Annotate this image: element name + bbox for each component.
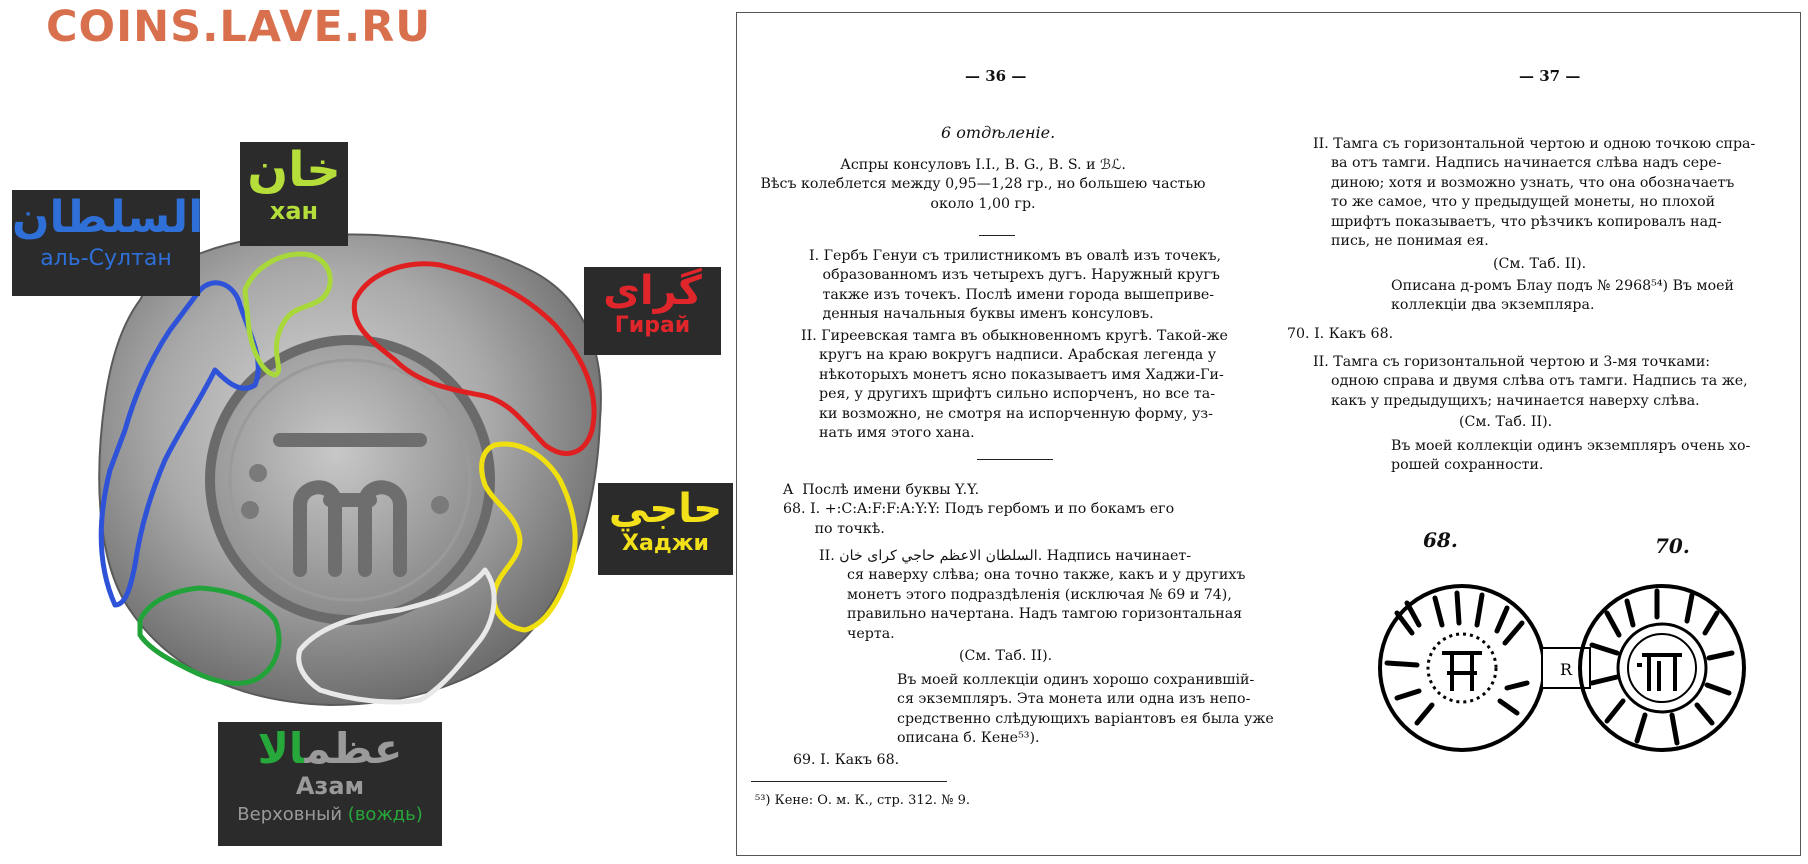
divider-short [979, 235, 1015, 236]
see-table-right-1: (См. Таб. II). [1493, 256, 1587, 272]
label-hadji-arabic: حاجي [608, 486, 723, 532]
left-para-4 [819, 547, 1246, 644]
label-azam-arabic-part2: عظم [304, 724, 403, 773]
book-page-scan [736, 12, 1801, 856]
left-para-5 [897, 671, 1274, 749]
label-girai [584, 267, 721, 355]
text-line: Въ моей коллекціи одинъ экземпляръ очень хо- [1391, 438, 1751, 454]
text-line: рошей сохранности. [1391, 457, 1544, 474]
intro-line-3: около 1,00 гр. [930, 195, 1036, 212]
text-line: то же самое, что у предыдущей монеты, но плохой [1313, 194, 1716, 211]
label-sultan-russian: аль-Султан [40, 246, 172, 272]
label-khan [240, 142, 348, 246]
text-line: II. Тамга съ горизонтальной чертою и 3-мя точками: [1313, 354, 1711, 370]
section-heading: 6 отдѣленіе. [941, 123, 1056, 142]
text-line: ва отъ тамги. Надпись начинается слѣва надъ сере- [1313, 155, 1722, 172]
right-page-number: — 37 — [1519, 67, 1581, 85]
text-line: ки возможно, не смотря на испорченную форму, уз- [801, 405, 1213, 422]
coin-inner-ring [210, 340, 490, 620]
left-page-number: — 36 — [965, 67, 1027, 85]
site-title: COINS.LAVE.RU [46, 2, 432, 52]
label-azam-russian: Азам [295, 772, 365, 801]
label-khan-arabic: خان [247, 142, 341, 198]
text-line: денныя начальныя буквы именъ консуловъ. [809, 306, 1154, 323]
text-line: 68. I. +:C:A:F:F:A:Y:Y: Подъ гербомъ и по бокамъ его [783, 501, 1175, 518]
text-line: I. Гербъ Генуи съ трилистникомъ въ овалѣ изъ точекъ, [809, 248, 1222, 264]
label-girai-russian: Гирай [614, 313, 691, 338]
text-line: также изъ точекъ. Послѣ имени города вышеприве- [809, 286, 1215, 303]
text-line: коллекціи два экземпляра. [1391, 297, 1595, 314]
coin-drawings [1357, 573, 1757, 763]
label-khan-russian: хан [269, 196, 319, 225]
connector-mark: R [1560, 660, 1573, 679]
text-line: A Послѣ имени буквы Y.Y. [783, 482, 980, 498]
label-sultan-arabic: السلطان [12, 192, 204, 243]
text-line: средственно слѣдующихъ варіантовъ ея была уже [897, 710, 1274, 727]
intro-line-1: Аспры консуловъ I.I., B. G., B. S. и ℬℒ. [840, 157, 1126, 173]
text-line: кругъ на краю вокругъ надписи. Арабская легенда у [801, 347, 1217, 364]
coin-70-drawing [1580, 586, 1744, 750]
label-azam-arabic-part1: الا [257, 724, 305, 773]
text-line: Въ моей коллекціи одинъ хорошо сохранившій- [897, 672, 1255, 688]
text-line: ся экземпляръ. Эта монета или одна изъ непо- [897, 691, 1251, 708]
text-line: рея, у другихъ шрифтъ сильно испорченъ, но все та- [801, 386, 1216, 403]
left-para-3 [783, 481, 1174, 539]
text-line: какъ у предыдущихъ; начинается наверху слѣва. [1313, 392, 1700, 409]
label-azam [218, 722, 442, 846]
footnote: ⁵³) Кене: О. м. К., стр. 312. № 9. [755, 793, 970, 808]
text-line: нѣкоторыхъ монетъ ясно показываетъ имя Хаджи-Ги- [801, 366, 1224, 383]
text-line: черта. [847, 625, 895, 642]
see-table-left: (См. Таб. II). [959, 648, 1053, 664]
text-line: пись, не понимая ея. [1313, 233, 1489, 250]
right-para-3 [1313, 353, 1748, 411]
text-line: монетъ этого подраздѣленія (исключая № 69 и 74), [847, 586, 1232, 603]
label-girai-arabic: گرای [603, 268, 702, 314]
intro-line-2: Вѣсъ колеблется между 0,95—1,28 гр., но большею частью [760, 176, 1206, 193]
label-hadji [598, 483, 733, 575]
left-para-2 [801, 327, 1228, 443]
label-azam-subtitle [218, 804, 442, 825]
text-line: ся наверху слѣва; она точно также, какъ и у другихъ [847, 567, 1246, 584]
text-line: описана б. Кене⁵³). [897, 730, 1040, 747]
label-azam-subtitle-accent: (вождь) [347, 804, 423, 826]
left-para-1 [809, 247, 1221, 325]
label-sultan [12, 190, 204, 296]
figure-68-label: 68. [1423, 528, 1458, 552]
right-para-2 [1391, 277, 1734, 316]
text-line: по точкѣ. [783, 520, 885, 537]
text-line: Описана д-ромъ Блау подъ № 2968⁵⁴) Въ моей [1391, 278, 1734, 294]
text-line: одною справа и двумя слѣва отъ тамги. Надпись та же, [1313, 373, 1748, 390]
item-70: 70. I. Какъ 68. [1287, 326, 1394, 342]
text-line: нать имя этого хана. [801, 425, 975, 442]
text-line: II. Гиреевская тамга въ обыкновенномъ кругѣ. Такой-же [801, 328, 1228, 344]
text-line: шрифтъ показываетъ, что рѣзчикъ копировалъ над- [1313, 213, 1722, 230]
see-table-right-2: (См. Таб. II). [1459, 414, 1553, 430]
text-line: II. Тамга съ горизонтальной чертою и одною точкою спра- [1313, 136, 1756, 152]
label-azam-subtitle-main: Верховный [237, 804, 348, 826]
text-line: правильно начертана. Надъ тамгою горизонтальная [847, 606, 1243, 623]
divider-mid [977, 459, 1053, 460]
right-para-4 [1391, 437, 1750, 476]
label-azam-arabic [218, 722, 442, 772]
intro-block [753, 156, 1213, 214]
footnote-rule [751, 781, 947, 782]
figure-70-label: 70. [1655, 534, 1690, 558]
text-line: диною; хотя и возможно узнать, что она обозначаетъ [1313, 174, 1735, 191]
label-hadji-russian: Хаджи [622, 531, 709, 556]
right-para-1 [1313, 135, 1755, 251]
text-line: образованномъ изъ четырехъ дугъ. Наружный кругъ [809, 267, 1220, 284]
coin-68-drawing [1380, 586, 1544, 750]
item-69: 69. I. Какъ 68. [793, 752, 900, 768]
text-line: II. السلطان الاعظم حاجي كراى خان. Надпись начинает- [819, 548, 1192, 564]
coin-illustration [0, 0, 740, 864]
